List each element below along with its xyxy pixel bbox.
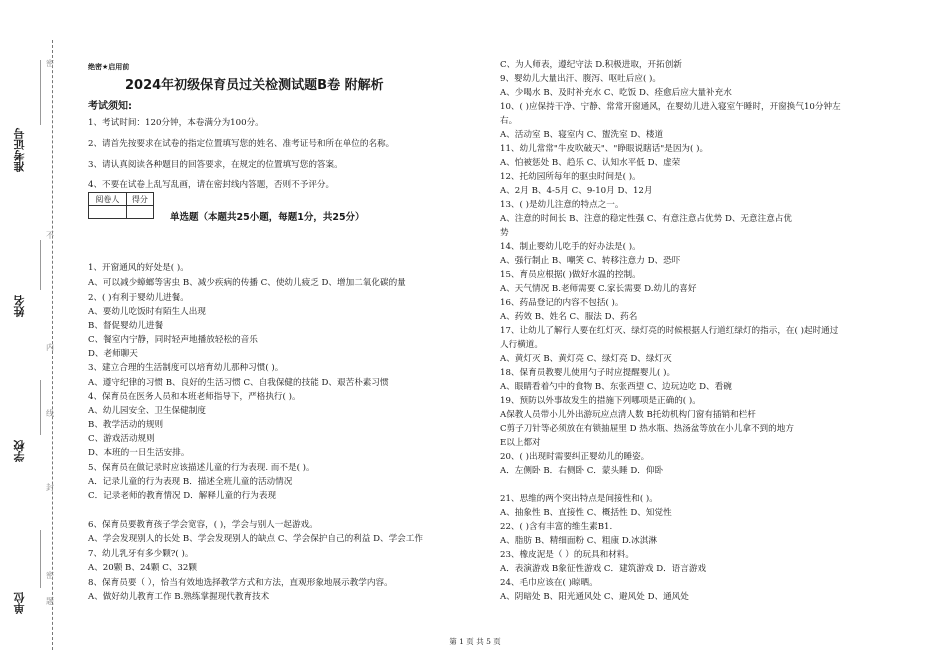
grader-cell — [89, 206, 127, 219]
question-line: 17、让幼儿了解行人要在红灯灭、绿灯亮的时候根据人行道红绿灯的指示，在( )起时通过 — [500, 326, 839, 336]
question-line: A、少喝水 B、及时补充水 C、吃饭 D、痊愈后应大量补充水 — [500, 88, 732, 98]
question-line: 18、保育员教婴儿使用勺子时应提醒婴儿( )。 — [500, 368, 676, 378]
question-line: 2、( )有利于婴幼儿进餐。 — [88, 293, 189, 303]
question-line: A、幼儿园安全、卫生保健制度 — [88, 406, 206, 416]
question-line: 19、预防以外事故发生的措施下列哪项是正确的( )。 — [500, 396, 701, 406]
seal-char: 密 — [46, 59, 54, 68]
secret-mark: 绝密★启用前 — [88, 63, 130, 71]
school-label: 学校 — [13, 440, 26, 462]
notice-item: 2、请首先按要求在试卷的指定位置填写您的姓名、准考证号和所在单位的名称。 — [88, 139, 395, 149]
question-line: 11、幼儿常常"牛皮吹破天"、"睁眼说瞎话"是因为( )。 — [500, 144, 709, 154]
question-line: A、怕被惩处 B、趋乐 C、认知水平低 D、虚荣 — [500, 158, 681, 168]
question-line: B、教学活动的规则 — [88, 420, 164, 430]
question-line: 14、制止婴幼儿吃手的好办法是( )。 — [500, 242, 641, 252]
question-line: 15、育员应根据( )做好水温的控制。 — [500, 270, 641, 280]
question-line: C、为人师表，遵纪守法 D.积极进取，开拓创新 — [500, 60, 682, 70]
question-line: 3、建立合理的生活制度可以培育幼儿那种习惯( )。 — [88, 363, 284, 373]
question-line: A、脂肪 B、精细面粉 C、粗康 D.冰淇淋 — [500, 536, 657, 546]
question-line: A、强行制止 B、嘲笑 C、转移注意力 D、恐吓 — [500, 256, 681, 266]
seal-char: 封 — [46, 483, 54, 492]
question-line: 9、婴幼儿大量出汗、腹泻、呕吐后应( )。 — [500, 74, 661, 84]
exam-number-label: 准考证号 — [13, 128, 26, 172]
question-line: 1、开窗通风的好处是( )。 — [88, 263, 189, 273]
question-line: 24、毛巾应该在( )晾晒。 — [500, 578, 598, 588]
seal-char: 密 — [46, 571, 54, 580]
question-line: D、本班的一日生活安排。 — [88, 448, 190, 458]
seal-char: 线 — [46, 409, 54, 418]
question-line: A保教人员带小儿外出游玩应点清人数 B托幼机构门窗有插销和栏杆 — [500, 410, 756, 420]
score-label: 得分 — [126, 193, 153, 206]
unit-label: 单位 — [13, 592, 26, 614]
notice-item: 3、请认真阅读各种题目的回答要求，在规定的位置填写您的答案。 — [88, 160, 343, 170]
seal-char: 题 — [46, 597, 54, 606]
question-line: 12、托幼园所每年的驱虫时间是( )。 — [500, 172, 641, 182]
question-line: A、可以减少蟑螂等害虫 B、减少疾病的传播 C、使幼儿疲乏 D、增加二氧化碳的量 — [88, 278, 406, 288]
question-line: A、做好幼儿教育工作 B.熟练掌握现代教育技术 — [88, 592, 270, 602]
question-line: A．表演游戏 B象征性游戏 C．建筑游戏 D．语言游戏 — [500, 564, 707, 574]
question-line: C剪子刀针等必须放在有锁抽屉里 D 热水瓶、热汤盆等放在小儿拿不到的地方 — [500, 424, 794, 434]
question-line: D、老师聊天 — [88, 349, 138, 359]
question-line: A、注意的时间长 B、注意的稳定性强 C、有意注意占优势 D、无意注意占优 — [500, 214, 792, 224]
question-line: 人行横道。 — [500, 340, 543, 350]
question-line: C、餐室内宁静，同时轻声地播放轻松的音乐 — [88, 335, 258, 345]
question-line: A．记录儿童的行为表现 B．描述全班儿童的活动情况 — [88, 477, 293, 487]
page-title: 2024年初级保育员过关检测试题B卷 附解析 — [125, 78, 384, 93]
question-line: A、2月 B、4-5月 C、9-10月 D、12月 — [500, 186, 653, 196]
question-line: A、黄灯灭 B、黄灯亮 C、绿灯亮 D、绿灯灭 — [500, 354, 672, 364]
question-line: C．记录老师的教育情况 D．解释儿童的行为表现 — [88, 491, 277, 501]
question-line: A、20颗 B、24颗 C、32颗 — [88, 563, 197, 573]
exam-number-field — [40, 60, 41, 125]
unit-field — [40, 530, 41, 588]
page-footer: 第 1 页 共 5 页 — [449, 637, 501, 646]
question-line: A、活动室 B、寝室内 C、盥洗室 D、楼道 — [500, 130, 664, 140]
score-cell — [126, 206, 153, 219]
notice-item: 1、考试时间：120分钟，本卷满分为100分。 — [88, 118, 264, 128]
question-line: 6、保育员要教育孩子学会宽容，( )，学会与别人一起游戏。 — [88, 520, 318, 530]
question-line: 势 — [500, 228, 509, 238]
question-line: A、抽象性 B、直接性 C、概括性 D、知觉性 — [500, 508, 672, 518]
question-line: A、要幼儿吃饭时有陌生人出现 — [88, 307, 206, 317]
question-line: 8、保育员要（ ），恰当有效地选择教学方式和方法，直观形象地展示教学内容。 — [88, 578, 393, 588]
question-line: B、督促婴幼儿进餐 — [88, 321, 164, 331]
question-line: 7、幼儿乳牙有多少颗?( )。 — [88, 549, 194, 559]
question-line: 13、( )是幼儿注意的特点之一。 — [500, 200, 624, 210]
name-field — [40, 240, 41, 290]
question-line: C、游戏活动规则 — [88, 434, 155, 444]
section-heading: 单选题（本题共25小题，每题1分，共25分） — [170, 212, 365, 223]
question-line: A、天气情况 B.老师需要 C.家长需要 D.幼儿的喜好 — [500, 284, 697, 294]
question-line: A、药效 B、姓名 C、服法 D、药名 — [500, 312, 638, 322]
question-line: A、学会发现别人的长处 B、学会发现别人的缺点 C、学会保护自己的利益 D、学会工作 — [88, 534, 423, 544]
question-line: 21、思维的两个突出特点是间接性和( )。 — [500, 494, 658, 504]
question-line: 右。 — [500, 116, 518, 126]
question-line: 10、( )应保持干净、宁静、常常开窗通风，在婴幼儿进入寝室午睡时，开窗换气10分钟左 — [500, 102, 841, 112]
question-line: 16、药品登记的内容不包括( )。 — [500, 298, 624, 308]
question-line: 5、保育员在做记录时应该描述儿童的行为表现. 而不是( )。 — [88, 463, 315, 473]
binding-margin — [0, 0, 70, 671]
question-line: A、遵守纪律的习惯 B、良好的生活习惯 C、自我保健的技能 D、艰苦朴素习惯 — [88, 378, 389, 388]
name-label: 姓名 — [13, 295, 26, 317]
score-box — [88, 192, 154, 219]
school-field — [40, 380, 41, 435]
question-line: 22、( )含有丰富的维生素B1. — [500, 522, 613, 532]
question-line: 4、保育员在医务人员和本班老师指导下，严格执行( )。 — [88, 392, 301, 402]
seal-char: 内 — [46, 343, 54, 352]
question-line: A、眼睛看着勺中的食物 B、东张西望 C、边玩边吃 D、看碗 — [500, 382, 732, 392]
question-line: A．左侧卧 B．右侧卧 C．蒙头睡 D．仰卧 — [500, 466, 664, 476]
notice-heading: 考试须知: — [88, 101, 132, 112]
question-line: E以上都对 — [500, 438, 541, 448]
question-line: 20、( )出现时需要纠正婴幼儿的睡姿。 — [500, 452, 650, 462]
question-line: A、阴暗处 B、阳光通风处 C、避风处 D、通风处 — [500, 592, 689, 602]
grader-label: 阅卷人 — [89, 193, 127, 206]
question-line: 23、橡皮泥是（ ）的玩具和材料。 — [500, 550, 634, 560]
notice-item: 4、不要在试卷上乱写乱画，请在密封线内答题，否则不予评分。 — [88, 180, 335, 190]
seal-char: 不 — [46, 231, 54, 240]
